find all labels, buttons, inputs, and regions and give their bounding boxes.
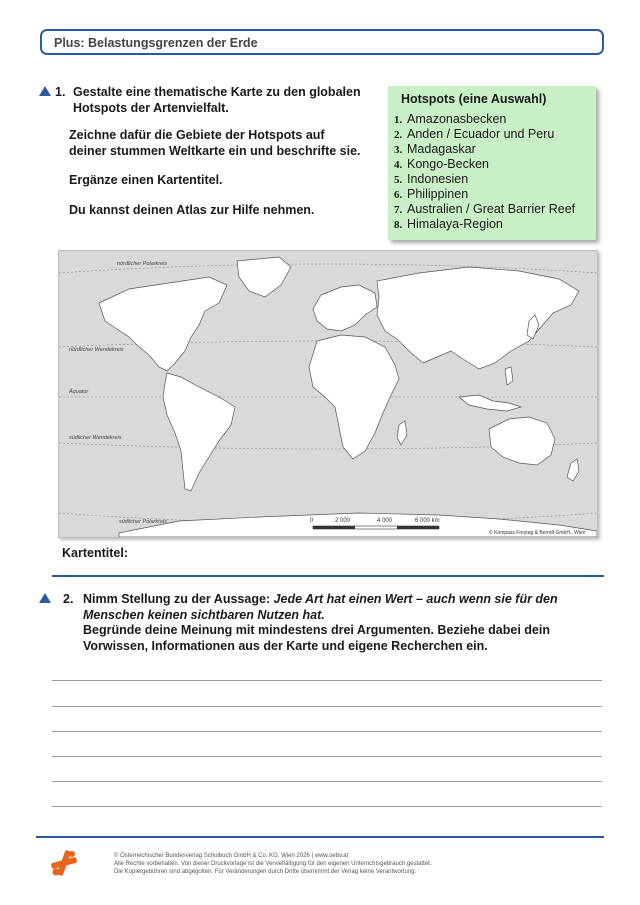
map-label-equator: Äquator xyxy=(69,389,89,395)
footer-divider xyxy=(36,836,604,838)
madagascar-shape xyxy=(397,421,407,445)
map-label-antarctic-circle: südlicher Polarkreis xyxy=(119,519,167,525)
task1-instructions xyxy=(69,128,361,218)
africa-shape xyxy=(309,335,399,459)
north-america-shape xyxy=(99,277,227,371)
australia-shape xyxy=(489,417,555,465)
task1-p3: Du kannst deinen Atlas zur Hilfe nehmen. xyxy=(69,202,315,217)
europe-shape xyxy=(313,285,377,331)
answer-line[interactable] xyxy=(52,781,602,782)
list-item: 6. Philippinen xyxy=(394,187,469,201)
world-map-svg xyxy=(59,251,597,537)
new-zealand-shape xyxy=(567,459,579,481)
indonesia-shape xyxy=(459,395,521,411)
hotspots-list xyxy=(394,112,575,232)
map-label-tropic-capricorn: südlicher Wendekreis xyxy=(69,435,122,441)
greenland-shape xyxy=(237,257,291,297)
map-label-arctic-circle: nördlicher Polarkreis xyxy=(117,261,168,267)
answer-line[interactable] xyxy=(52,706,602,707)
philippines-shape xyxy=(505,367,513,385)
hotspots-title: Hotspots (eine Auswahl) xyxy=(401,92,547,106)
list-item: 1. Amazonasbecken xyxy=(394,112,507,126)
task1-number: 1. xyxy=(55,85,66,99)
task1-p2: Ergänze einen Kartentitel. xyxy=(69,173,223,187)
difficulty-triangle-icon xyxy=(39,593,51,603)
map-copyright: © Kompass Freytag & Berndt GmbH., Wien xyxy=(489,530,586,536)
list-item: 8. Himalaya-Region xyxy=(394,217,503,231)
answer-line[interactable] xyxy=(52,756,602,757)
hotspots-box xyxy=(388,86,596,240)
task1-text xyxy=(73,85,361,116)
answer-line[interactable] xyxy=(52,680,602,681)
task1-p1-line2: deiner stummen Weltkarte ein und beschrifte sie. xyxy=(69,143,361,158)
task1-line1: Gestalte eine thematische Karte zu den globalen xyxy=(73,85,361,99)
task2-line4: Vorwissen, Informationen aus der Karte und eigene Recherchen ein. xyxy=(83,638,488,653)
scale-label-6000: 6 000 km xyxy=(415,518,440,524)
list-item: 2. Anden / Ecuador und Peru xyxy=(394,127,555,141)
list-item: 3. Madagaskar xyxy=(394,142,476,156)
task1-p1-line1: Zeichne dafür die Gebiete der Hotspots auf xyxy=(69,128,325,142)
south-america-shape xyxy=(163,373,235,491)
scale-label-4000: 4 000 xyxy=(377,518,393,524)
task2-quote-line2: Menschen keinen sichtbaren Nutzen hat. xyxy=(83,607,325,622)
publisher-logo-icon xyxy=(50,848,78,878)
answer-line[interactable] xyxy=(52,731,602,732)
footer-line3: Die Kopiergebühren sind abgegolten. Für Veränderungen durch Dritte übernimmt der Verlag keine Verantwortung. xyxy=(114,869,417,875)
header-title-box xyxy=(40,29,604,55)
task2-quote-line1: Jede Art hat einen Wert – auch wenn sie für den xyxy=(273,592,558,606)
footer-text xyxy=(114,852,432,876)
task2-text xyxy=(83,592,558,654)
list-item: 7. Australien / Great Barrier Reef xyxy=(394,202,576,216)
footer-line1: © Österreichischer Bundesverlag Schulbuch GmbH & Co. KG, Wien 2026 | www.oebv.at xyxy=(114,853,349,859)
page-title: Plus: Belastungsgrenzen der Erde xyxy=(54,36,258,50)
task2-line3: Begründe deine Meinung mit mindestens drei Argumenten. Beziehe dabei dein xyxy=(83,623,550,637)
scale-label-2000: 2 000 xyxy=(335,518,351,524)
kartentitel-line[interactable] xyxy=(52,575,604,577)
task1-line2: Hotspots der Artenvielfalt. xyxy=(73,100,229,115)
footer-line2: Alle Rechte vorbehalten. Von dieser Druckvorlage ist die Vervielfältigung für den eigenen Unterrichtsgebrauch gestattet. xyxy=(114,861,432,867)
answer-line[interactable] xyxy=(52,806,602,807)
task2-lead: Nimm Stellung zu der Aussage: xyxy=(83,592,274,606)
list-item: 5. Indonesien xyxy=(394,172,469,186)
difficulty-triangle-icon xyxy=(39,86,51,96)
asia-shape xyxy=(377,267,579,369)
map-label-tropic-cancer: nördlicher Wendekreis xyxy=(69,347,124,353)
task2-number: 2. xyxy=(63,592,74,606)
list-item: 4. Kongo-Becken xyxy=(394,157,490,171)
scale-label-0: 0 xyxy=(310,518,314,524)
kartentitel-label: Kartentitel: xyxy=(62,546,128,560)
blank-world-map xyxy=(58,250,598,538)
